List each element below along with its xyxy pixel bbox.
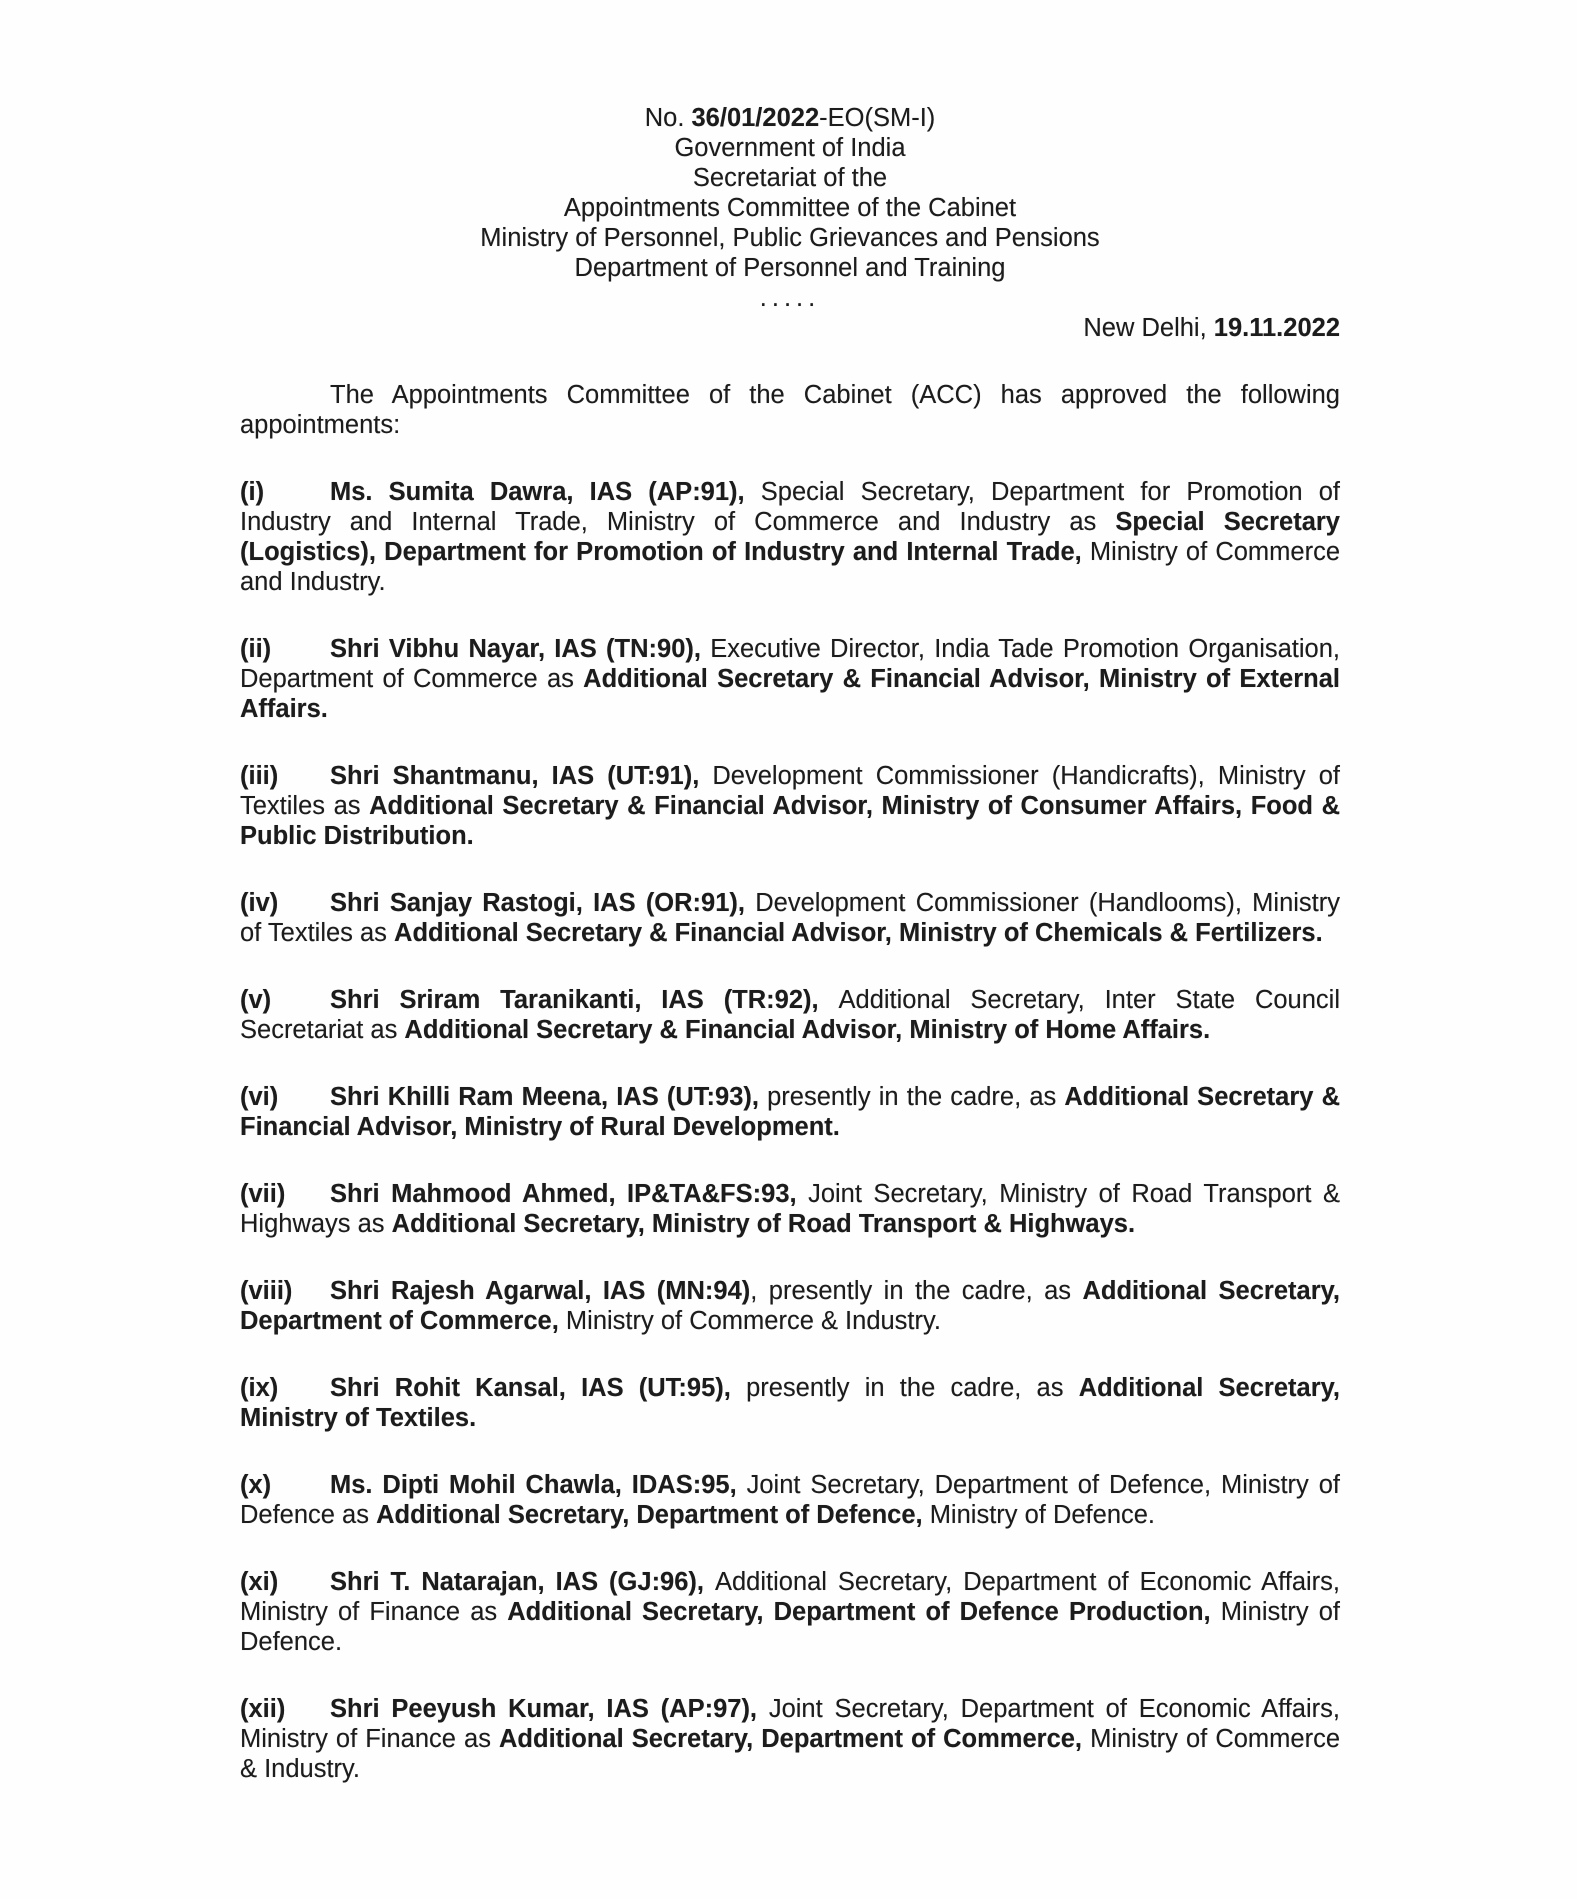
- document-content: [240, 103, 1340, 1784]
- item-number: (ii): [240, 635, 272, 663]
- appointment-item: [240, 888, 1340, 948]
- separator-dots: .....: [759, 284, 821, 312]
- org-line-committee: Appointments Committee of the Cabinet: [563, 194, 1017, 222]
- place-label: New Delhi,: [1083, 314, 1214, 342]
- appointment-bold-text: Special Secretary (Logistics), Department for Promotion of Industry and Internal Trade,: [240, 508, 1340, 566]
- reference-number: [240, 103, 1340, 133]
- org-line-department: Department of Personnel and Training: [574, 254, 1006, 282]
- appointment-bold-text: Ms. Sumita Dawra, IAS (AP:91),: [330, 478, 761, 506]
- item-number: (xii): [240, 1695, 286, 1723]
- appointment-item: [240, 1276, 1340, 1336]
- appointment-item: [240, 985, 1340, 1045]
- appointments-list: [240, 477, 1340, 1784]
- item-number: (i): [240, 478, 265, 506]
- appointment-bold-text: Additional Secretary & Financial Advisor, Ministry of Home Affairs.: [404, 1016, 1211, 1044]
- appointment-item: [240, 1567, 1340, 1657]
- appointment-bold-text: Shri Mahmood Ahmed, IP&TA&FS:93,: [330, 1180, 809, 1208]
- appointment-bold-text: Additional Secretary, Department of Defence Production,: [507, 1598, 1221, 1626]
- reference-suffix: -EO(SM-I): [819, 104, 936, 132]
- appointment-regular-text: Joint Secretary, Department of Defence, Ministry of Defence as: [240, 1471, 1340, 1529]
- appointment-regular-text: presently in the cadre, as: [767, 1083, 1065, 1111]
- appointment-bold-text: Shri Sriram Taranikanti, IAS (TR:92),: [330, 986, 839, 1014]
- appointment-regular-text: Development Commissioner (Handicrafts), Ministry of Textiles as: [240, 762, 1340, 820]
- appointment-regular-text: Development Commissioner (Handlooms), Ministry of Textiles as: [240, 889, 1340, 947]
- appointment-item: [240, 1694, 1340, 1784]
- appointment-regular-text: presently in the cadre, as: [746, 1374, 1079, 1402]
- appointment-bold-text: Additional Secretary & Financial Advisor, Ministry of Chemicals & Fertilizers.: [394, 919, 1323, 947]
- reference-prefix: No.: [644, 104, 692, 132]
- appointment-bold-text: Ms. Dipti Mohil Chawla, IDAS:95,: [330, 1471, 747, 1499]
- item-number: (ix): [240, 1374, 279, 1402]
- appointment-bold-text: Additional Secretary, Department of Commerce,: [240, 1277, 1340, 1335]
- item-number: (vii): [240, 1180, 286, 1208]
- appointment-bold-text: Shri Sanjay Rastogi, IAS (OR:91),: [330, 889, 756, 917]
- appointment-bold-text: Additional Secretary, Department of Defence,: [376, 1501, 930, 1529]
- item-number: (viii): [240, 1277, 293, 1305]
- appointment-regular-text: Ministry of Defence.: [929, 1501, 1156, 1529]
- appointment-regular-text: Ministry of Commerce & Industry.: [240, 1725, 1341, 1783]
- appointment-bold-text: Shri Vibhu Nayar, IAS (TN:90),: [330, 635, 711, 663]
- appointment-item: [240, 634, 1340, 724]
- appointment-item: [240, 1470, 1340, 1530]
- appointment-regular-text: Additional Secretary, Department of Economic Affairs, Ministry of Finance as: [240, 1568, 1340, 1626]
- appointment-bold-text: Shri Rohit Kansal, IAS (UT:95),: [330, 1374, 747, 1402]
- intro-paragraph: The Appointments Committee of the Cabinet (ACC) has approved the following appointments:: [240, 381, 1340, 439]
- appointment-bold-text: Additional Secretary & Financial Advisor, Ministry of External Affairs.: [240, 665, 1340, 723]
- appointment-regular-text: Additional Secretary, Inter State Council Secretariat as: [240, 986, 1340, 1044]
- appointment-bold-text: Shri Peeyush Kumar, IAS (AP:97),: [330, 1695, 769, 1723]
- appointment-bold-text: Shri Khilli Ram Meena, IAS (UT:93),: [330, 1083, 768, 1111]
- item-number: (xi): [240, 1568, 279, 1596]
- appointment-regular-text: Joint Secretary, Ministry of Road Transport & Highways as: [240, 1180, 1340, 1238]
- appointment-regular-text: Executive Director, India Tade Promotion Organisation, Department of Commerce as: [240, 635, 1340, 693]
- appointment-item: [240, 761, 1340, 851]
- item-number: (iv): [240, 889, 279, 917]
- appointment-bold-text: Additional Secretary, Department of Commerce,: [499, 1725, 1091, 1753]
- org-line-ministry: Ministry of Personnel, Public Grievances and Pensions: [480, 224, 1100, 252]
- reference-value: 36/01/2022: [691, 104, 820, 132]
- org-line-government: Government of India: [674, 134, 906, 162]
- appointment-regular-text: , presently in the cadre, as: [750, 1277, 1083, 1305]
- appointment-bold-text: Shri T. Natarajan, IAS (GJ:96),: [330, 1568, 715, 1596]
- appointment-item: [240, 1179, 1340, 1239]
- item-number: (v): [240, 986, 272, 1014]
- appointment-regular-text: Ministry of Commerce and Industry.: [240, 538, 1341, 596]
- appointment-item: [240, 1082, 1340, 1142]
- letterhead: [240, 103, 1340, 343]
- appointment-item: [240, 477, 1340, 597]
- date-value: 19.11.2022: [1213, 314, 1340, 342]
- item-number: (iii): [240, 762, 279, 790]
- appointment-bold-text: Shri Shantmanu, IAS (UT:91),: [330, 762, 713, 790]
- appointment-regular-text: Special Secretary, Department for Promotion of Industry and Internal Trade, Ministry of Commerce and Industry as: [240, 478, 1340, 536]
- item-number: (vi): [240, 1083, 279, 1111]
- appointment-bold-text: Additional Secretary, Ministry of Textiles.: [240, 1374, 1340, 1432]
- appointment-item: [240, 1373, 1340, 1433]
- appointment-bold-text: Additional Secretary, Ministry of Road Transport & Highways.: [391, 1210, 1136, 1238]
- appointment-bold-text: Shri Rajesh Agarwal, IAS (MN:94): [330, 1277, 751, 1305]
- org-line-secretariat: Secretariat of the: [692, 164, 888, 192]
- place-date-line: [240, 313, 1340, 343]
- appointment-regular-text: Ministry of Defence.: [240, 1598, 1340, 1656]
- appointment-bold-text: Additional Secretary & Financial Advisor, Ministry of Consumer Affairs, Food & Public Distribution.: [240, 792, 1340, 850]
- appointment-regular-text: Ministry of Commerce & Industry.: [565, 1307, 941, 1335]
- appointment-regular-text: Joint Secretary, Department of Economic Affairs, Ministry of Finance as: [240, 1695, 1340, 1753]
- appointment-bold-text: Additional Secretary & Financial Advisor, Ministry of Rural Development.: [240, 1083, 1340, 1141]
- item-number: (x): [240, 1471, 272, 1499]
